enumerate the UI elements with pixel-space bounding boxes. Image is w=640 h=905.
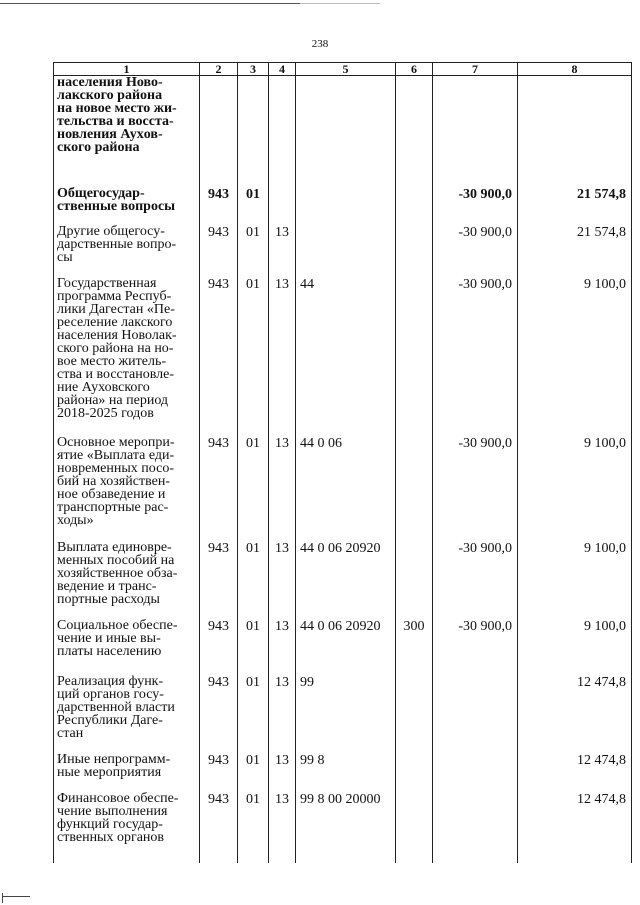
row-section-code: 01: [238, 619, 269, 675]
row-target-article: 44: [296, 277, 396, 436]
row-name: Основное меропри- ятие «Выплата еди- новременных посо- бий на хозяйствен- ное обзаведение и транспортные рас- ходы»: [54, 436, 200, 541]
table-header-row: [54, 63, 632, 76]
scan-edge-line: [0, 3, 300, 4]
row-section-code: 01: [238, 541, 269, 619]
row-expense-type: [396, 792, 433, 863]
row-ministry-code: 943: [200, 187, 238, 225]
row-target-article: 44 0 06 20920: [296, 541, 396, 619]
row-change-amount: -30 900,0: [433, 436, 518, 541]
row-expense-type: [396, 753, 433, 792]
row-change-amount: [433, 753, 518, 792]
table-row: [54, 619, 632, 675]
scan-corner-mark-vertical: [2, 893, 3, 903]
row-section-code: 01: [238, 436, 269, 541]
table-row: [54, 225, 632, 277]
header-col-3: 3: [238, 63, 269, 76]
row-target-article: [296, 187, 396, 225]
row-ministry-code: 943: [200, 792, 238, 863]
header-col-5: 5: [296, 63, 396, 76]
row-section-code: 01: [238, 225, 269, 277]
table-row: [54, 277, 632, 436]
row-name: Другие общегосу- дарственные вопро- сы: [54, 225, 200, 277]
row-change-amount: [433, 675, 518, 753]
row-total-amount: 21 574,8: [518, 225, 632, 277]
row-change-amount: -30 900,0: [433, 619, 518, 675]
row-name: Выплата единовре- менных пособий на хозяйственное обза- ведение и транс- портные расходы: [54, 541, 200, 619]
row-total-amount: [518, 76, 632, 188]
row-expense-type: [396, 675, 433, 753]
row-subsection-code: [269, 76, 296, 188]
header-col-6: 6: [396, 63, 433, 76]
row-change-amount: [433, 76, 518, 188]
row-subsection-code: [269, 187, 296, 225]
row-ministry-code: 943: [200, 619, 238, 675]
row-name: Финансовое обеспе- чение выполнения функций государ- ственных органов: [54, 792, 200, 863]
row-ministry-code: 943: [200, 436, 238, 541]
row-section-code: 01: [238, 277, 269, 436]
row-total-amount: 9 100,0: [518, 619, 632, 675]
row-ministry-code: 943: [200, 541, 238, 619]
row-total-amount: 12 474,8: [518, 753, 632, 792]
row-ministry-code: 943: [200, 277, 238, 436]
row-total-amount: 9 100,0: [518, 541, 632, 619]
row-section-code: 01: [238, 675, 269, 753]
row-section-code: 01: [238, 187, 269, 225]
row-name: Общегосудар- ственные вопросы: [54, 187, 200, 225]
table-row: [54, 541, 632, 619]
table-row: [54, 76, 632, 188]
row-name: Иные непрограмм- ные мероприятия: [54, 753, 200, 792]
row-ministry-code: 943: [200, 225, 238, 277]
row-change-amount: -30 900,0: [433, 277, 518, 436]
row-target-article: 99 8 00 20000: [296, 792, 396, 863]
row-ministry-code: 943: [200, 753, 238, 792]
header-col-8: 8: [518, 63, 632, 76]
row-expense-type: [396, 541, 433, 619]
table-row: [54, 675, 632, 753]
row-total-amount: 9 100,0: [518, 277, 632, 436]
row-expense-type: [396, 436, 433, 541]
row-name: Реализация функ- ций органов госу- дарственной власти Республики Даге- стан: [54, 675, 200, 753]
row-change-amount: [433, 792, 518, 863]
row-target-article: 99: [296, 675, 396, 753]
scan-edge-line-faint: [300, 3, 380, 4]
row-target-article: [296, 76, 396, 188]
row-change-amount: -30 900,0: [433, 187, 518, 225]
header-col-4: 4: [269, 63, 296, 76]
row-section-code: [238, 76, 269, 188]
row-subsection-code: 13: [269, 277, 296, 436]
row-change-amount: -30 900,0: [433, 225, 518, 277]
row-change-amount: -30 900,0: [433, 541, 518, 619]
table-row: [54, 753, 632, 792]
header-col-1: 1: [54, 63, 200, 76]
row-name: населения Ново- лакского района на новое место жи- тельства и восста- новления Ауxов- ского района: [54, 76, 200, 188]
page-number: 238: [311, 38, 329, 50]
row-subsection-code: 13: [269, 792, 296, 863]
header-col-2: 2: [200, 63, 238, 76]
row-subsection-code: 13: [269, 675, 296, 753]
scan-corner-mark: [2, 896, 30, 897]
row-subsection-code: 13: [269, 225, 296, 277]
row-subsection-code: 13: [269, 436, 296, 541]
row-ministry-code: 943: [200, 675, 238, 753]
row-expense-type: [396, 277, 433, 436]
row-expense-type: 300: [396, 619, 433, 675]
row-subsection-code: 13: [269, 753, 296, 792]
table-row: [54, 436, 632, 541]
table-row: [54, 187, 632, 225]
budget-table: [53, 62, 632, 863]
header-col-7: 7: [433, 63, 518, 76]
row-section-code: 01: [238, 792, 269, 863]
row-expense-type: [396, 225, 433, 277]
row-target-article: 44 0 06: [296, 436, 396, 541]
table-row: [54, 792, 632, 863]
row-total-amount: 12 474,8: [518, 792, 632, 863]
row-target-article: [296, 225, 396, 277]
row-section-code: 01: [238, 753, 269, 792]
row-expense-type: [396, 76, 433, 188]
row-total-amount: 21 574,8: [518, 187, 632, 225]
row-expense-type: [396, 187, 433, 225]
row-total-amount: 12 474,8: [518, 675, 632, 753]
row-ministry-code: [200, 76, 238, 188]
row-name: Государственная программа Респуб- лики Дагестан «Пе- реселение лакского населения Новолак- ского района на но- вое место житель- ства и восстановле- ние Ауховского района» на период 2018-2025 годов: [54, 277, 200, 436]
row-subsection-code: 13: [269, 619, 296, 675]
row-target-article: 99 8: [296, 753, 396, 792]
row-subsection-code: 13: [269, 541, 296, 619]
row-total-amount: 9 100,0: [518, 436, 632, 541]
row-target-article: 44 0 06 20920: [296, 619, 396, 675]
row-name: Социальное обеспе- чение и иные вы- платы населению: [54, 619, 200, 675]
